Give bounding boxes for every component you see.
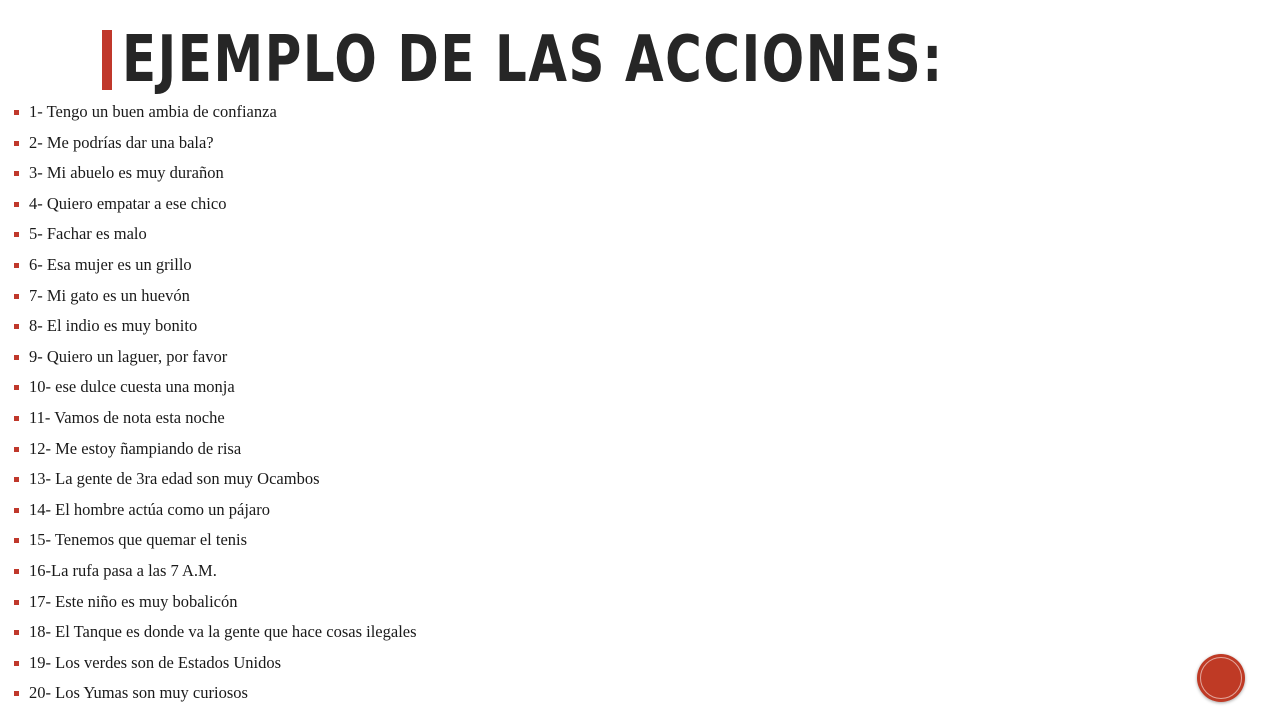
list-item-text: 1- Tengo un buen ambia de confianza	[29, 102, 277, 121]
list-item-text: 9- Quiero un laguer, por favor	[29, 346, 228, 366]
list-item	[12, 281, 417, 312]
list-item	[12, 250, 417, 281]
list-item	[12, 97, 417, 128]
list-item-text: 8- El indio es muy bonito	[29, 316, 198, 336]
bullet-list	[12, 97, 417, 709]
list-item	[12, 128, 417, 159]
square-bullet-icon	[14, 263, 19, 268]
list-item-text: 16-La rufa pasa a las 7 A.M.	[29, 560, 217, 580]
square-bullet-icon	[14, 538, 19, 543]
square-bullet-icon	[14, 202, 19, 207]
square-bullet-icon	[14, 355, 19, 360]
square-bullet-icon	[14, 385, 19, 390]
list-item-text: 13- La gente de 3ra edad son muy Ocambos	[29, 469, 320, 489]
square-bullet-icon	[14, 569, 19, 574]
list-item	[12, 648, 417, 679]
square-bullet-icon	[14, 294, 19, 299]
square-bullet-icon	[14, 232, 19, 237]
slide-title: EJEMPLO DE LAS ACCIONES:	[122, 23, 944, 97]
list-item-text: 6- Esa mujer es un grillo	[29, 254, 192, 274]
list-item	[12, 372, 417, 403]
list-item	[12, 617, 417, 648]
list-item	[12, 342, 417, 373]
list-item-text: 7- Mi gato es un huevón	[29, 285, 190, 305]
list-item	[12, 403, 417, 434]
list-item	[12, 556, 417, 587]
list-item	[12, 189, 417, 220]
list-item-text: 17- Este niño es muy bobalicón	[29, 591, 238, 611]
square-bullet-icon	[14, 630, 19, 635]
square-bullet-icon	[14, 447, 19, 452]
list-item	[12, 587, 417, 618]
square-bullet-icon	[14, 661, 19, 666]
square-bullet-icon	[14, 691, 19, 696]
list-item-text: 4- Quiero empatar a ese chico	[29, 193, 227, 213]
list-item-text: 19- Los verdes son de Estados Unidos	[29, 652, 282, 672]
list-item-text: 5- Fachar es malo	[29, 224, 147, 244]
square-bullet-icon	[14, 477, 19, 482]
list-item	[12, 464, 417, 495]
list-item-text: 18- El Tanque es donde va la gente que hace cosas ilegales	[29, 622, 417, 642]
square-bullet-icon	[14, 416, 19, 421]
square-bullet-icon	[14, 324, 19, 329]
square-bullet-icon	[14, 508, 19, 513]
list-item-text: 20- Los Yumas son muy curiosos	[29, 683, 248, 703]
list-item-text: 11- Vamos de nota esta noche	[29, 407, 225, 427]
list-item-text: 12- Me estoy ñampiando de risa	[29, 438, 242, 458]
list-item	[12, 434, 417, 465]
square-bullet-icon	[14, 110, 19, 115]
list-item	[12, 311, 417, 342]
square-bullet-icon	[14, 171, 19, 176]
list-item	[12, 219, 417, 250]
list-item	[12, 158, 417, 189]
list-item-text: 3- Mi abuelo es muy durañon	[29, 163, 224, 183]
list-item	[12, 525, 417, 556]
list-item-text: 15- Tenemos que quemar el tenis	[29, 530, 248, 550]
nav-circle-icon[interactable]	[1197, 654, 1245, 702]
square-bullet-icon	[14, 600, 19, 605]
list-item	[12, 495, 417, 526]
list-item-text: 14- El hombre actúa como un pájaro	[29, 499, 270, 519]
nav-ring	[1200, 657, 1242, 699]
title-accent-bar	[102, 30, 112, 90]
list-item	[12, 678, 417, 709]
square-bullet-icon	[14, 141, 19, 146]
list-item-text: 10- ese dulce cuesta una monja	[29, 377, 235, 397]
list-item-text: 2- Me podrías dar una bala?	[29, 132, 214, 152]
